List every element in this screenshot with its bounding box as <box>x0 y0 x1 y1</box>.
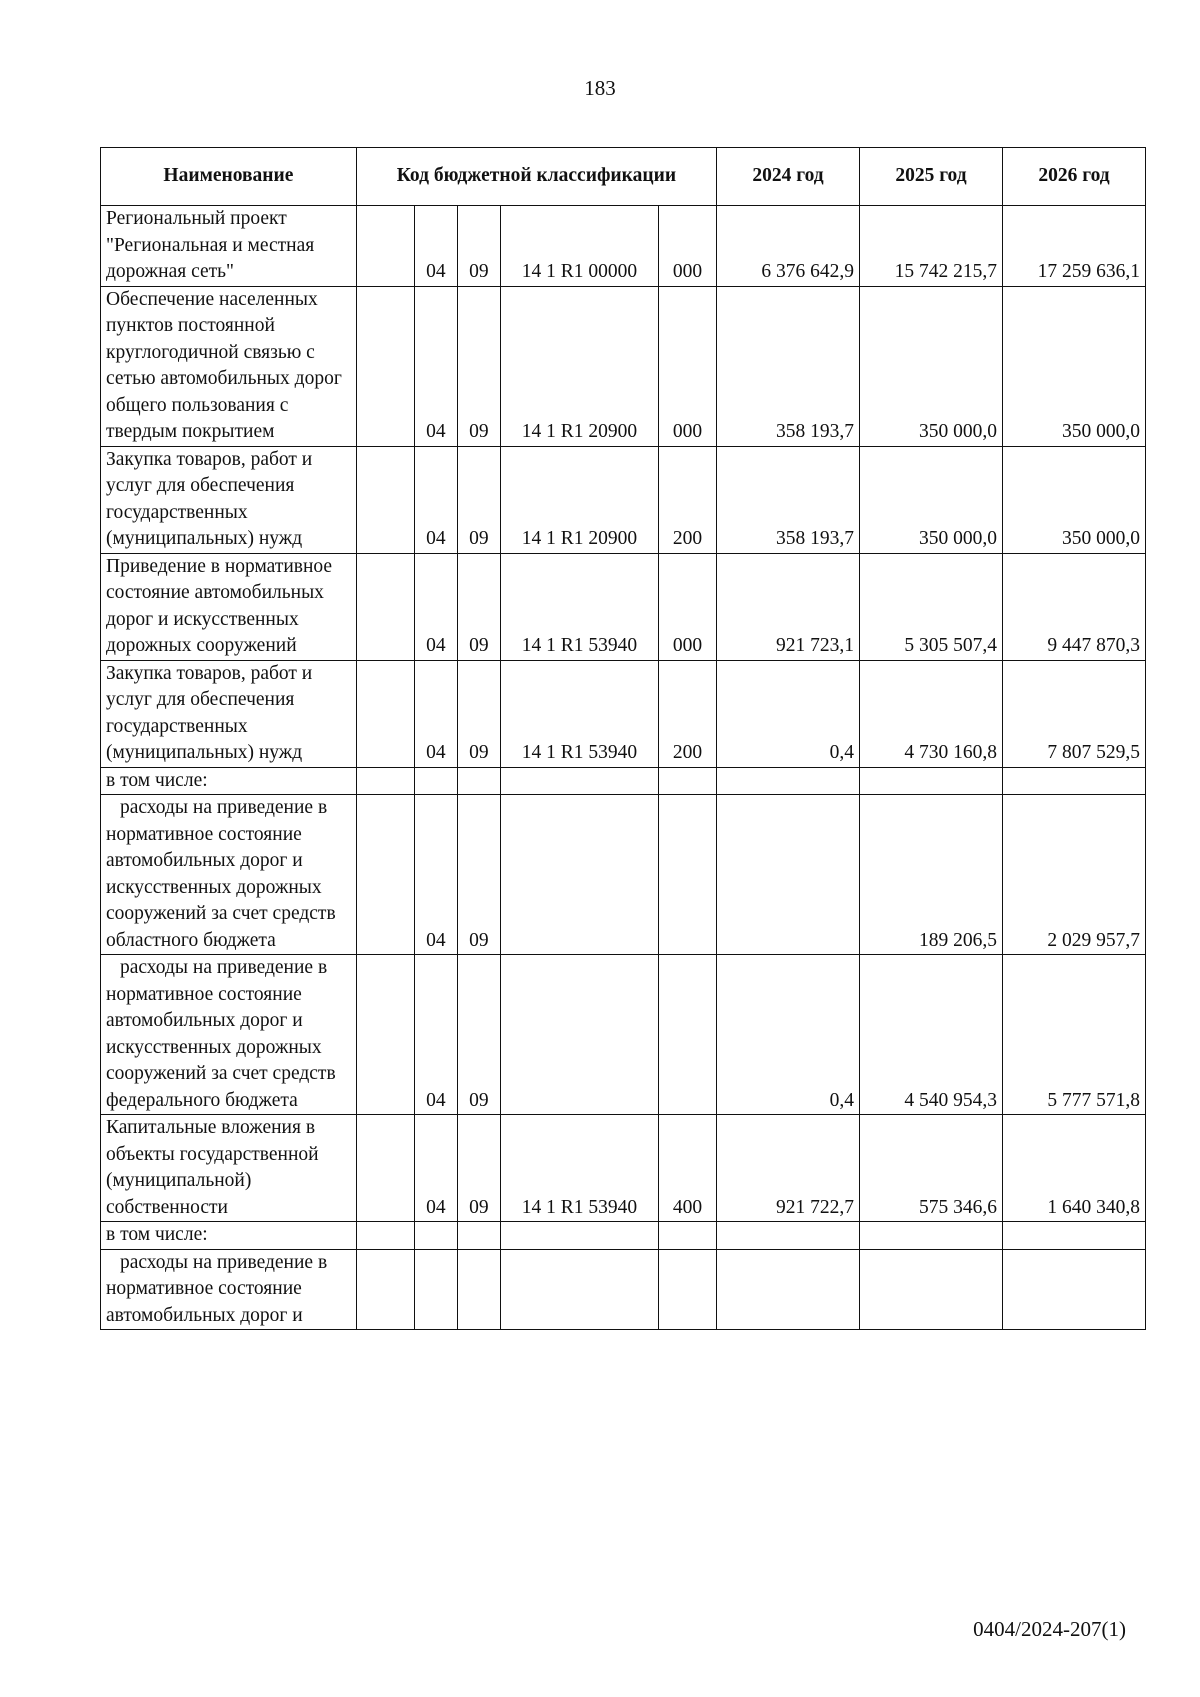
row-2024 <box>716 1222 859 1250</box>
row-empty-code <box>356 955 414 1115</box>
row-empty-code <box>356 206 414 287</box>
header-2025: 2025 год <box>859 148 1002 206</box>
document-code: 0404/2024-207(1) <box>973 1617 1126 1641</box>
row-2025: 4 730 160,8 <box>859 660 1002 767</box>
row-name: в том числе: <box>101 1222 357 1250</box>
row-empty-code <box>356 1249 414 1330</box>
row-vr: 400 <box>658 1115 716 1222</box>
row-razdel: 04 <box>414 553 457 660</box>
row-csr <box>500 1222 658 1250</box>
row-podrazdel <box>457 1222 500 1250</box>
table-row <box>101 286 1146 446</box>
row-2025: 575 346,6 <box>859 1115 1002 1222</box>
row-vr <box>658 795 716 955</box>
header-2026: 2026 год <box>1002 148 1145 206</box>
row-2026 <box>1002 1222 1145 1250</box>
table-header-row <box>101 148 1146 206</box>
row-2025: 4 540 954,3 <box>859 955 1002 1115</box>
header-name: Наименование <box>101 148 357 206</box>
table-row <box>101 1115 1146 1222</box>
row-podrazdel: 09 <box>457 1115 500 1222</box>
row-csr: 14 1 R1 53940 <box>500 1115 658 1222</box>
row-name: Региональный проект "Региональная и местная дорожная сеть" <box>101 206 357 287</box>
row-2025 <box>859 1222 1002 1250</box>
row-2026 <box>1002 767 1145 795</box>
row-csr: 14 1 R1 53940 <box>500 660 658 767</box>
row-2026: 2 029 957,7 <box>1002 795 1145 955</box>
table-row <box>101 767 1146 795</box>
row-podrazdel <box>457 1249 500 1330</box>
row-empty-code <box>356 795 414 955</box>
row-podrazdel: 09 <box>457 660 500 767</box>
row-razdel <box>414 1222 457 1250</box>
row-name: расходы на приведение в нормативное состояние автомобильных дорог и искусственных дорожных сооружений за счет средств федерального бюджета <box>101 955 357 1115</box>
row-podrazdel: 09 <box>457 795 500 955</box>
row-2024 <box>716 1249 859 1330</box>
row-name: Закупка товаров, работ и услуг для обеспечения государственных (муниципальных) нужд <box>101 660 357 767</box>
row-empty-code <box>356 1222 414 1250</box>
row-empty-code <box>356 1115 414 1222</box>
row-2025: 189 206,5 <box>859 795 1002 955</box>
row-2025: 350 000,0 <box>859 286 1002 446</box>
header-code: Код бюджетной классификации <box>356 148 716 206</box>
row-podrazdel: 09 <box>457 955 500 1115</box>
table-row <box>101 1249 1146 1330</box>
row-2024 <box>716 767 859 795</box>
row-razdel: 04 <box>414 286 457 446</box>
row-csr: 14 1 R1 20900 <box>500 286 658 446</box>
row-name: Закупка товаров, работ и услуг для обеспечения государственных (муниципальных) нужд <box>101 446 357 553</box>
row-csr <box>500 767 658 795</box>
row-2024 <box>716 795 859 955</box>
row-vr: 000 <box>658 286 716 446</box>
row-2026: 9 447 870,3 <box>1002 553 1145 660</box>
row-2025 <box>859 767 1002 795</box>
row-name: расходы на приведение в нормативное состояние автомобильных дорог и искусственных дорожных сооружений за счет средств областного бюджета <box>101 795 357 955</box>
row-csr: 14 1 R1 53940 <box>500 553 658 660</box>
row-2024: 921 722,7 <box>716 1115 859 1222</box>
row-podrazdel: 09 <box>457 446 500 553</box>
row-vr: 000 <box>658 553 716 660</box>
budget-table <box>100 147 1146 1330</box>
row-2024: 6 376 642,9 <box>716 206 859 287</box>
row-vr: 000 <box>658 206 716 287</box>
row-podrazdel <box>457 767 500 795</box>
table-row <box>101 660 1146 767</box>
row-2024: 358 193,7 <box>716 286 859 446</box>
row-empty-code <box>356 286 414 446</box>
row-2026 <box>1002 1249 1145 1330</box>
row-podrazdel: 09 <box>457 206 500 287</box>
row-razdel: 04 <box>414 446 457 553</box>
row-razdel <box>414 767 457 795</box>
row-empty-code <box>356 446 414 553</box>
row-name: Капитальные вложения в объекты государственной (муниципальной) собственности <box>101 1115 357 1222</box>
row-name: в том числе: <box>101 767 357 795</box>
row-2024: 358 193,7 <box>716 446 859 553</box>
row-razdel: 04 <box>414 206 457 287</box>
row-empty-code <box>356 660 414 767</box>
row-vr <box>658 955 716 1115</box>
row-podrazdel: 09 <box>457 286 500 446</box>
row-name: Обеспечение населенных пунктов постоянной круглогодичной связью с сетью автомобильных дорог общего пользования с твердым покрытием <box>101 286 357 446</box>
row-2026: 350 000,0 <box>1002 446 1145 553</box>
table-row <box>101 795 1146 955</box>
row-2025 <box>859 1249 1002 1330</box>
row-csr <box>500 795 658 955</box>
row-2024: 921 723,1 <box>716 553 859 660</box>
row-2025: 5 305 507,4 <box>859 553 1002 660</box>
row-vr <box>658 1222 716 1250</box>
row-vr: 200 <box>658 660 716 767</box>
row-2026: 17 259 636,1 <box>1002 206 1145 287</box>
row-razdel: 04 <box>414 795 457 955</box>
row-vr <box>658 1249 716 1330</box>
table-row <box>101 1222 1146 1250</box>
row-csr: 14 1 R1 00000 <box>500 206 658 287</box>
row-2025: 15 742 215,7 <box>859 206 1002 287</box>
row-2026: 5 777 571,8 <box>1002 955 1145 1115</box>
table-row <box>101 955 1146 1115</box>
row-csr <box>500 1249 658 1330</box>
page-number: 183 <box>584 76 616 100</box>
table-row <box>101 553 1146 660</box>
row-name: Приведение в нормативное состояние автомобильных дорог и искусственных дорожных сооружений <box>101 553 357 660</box>
row-2025: 350 000,0 <box>859 446 1002 553</box>
row-vr: 200 <box>658 446 716 553</box>
row-2024: 0,4 <box>716 955 859 1115</box>
row-razdel: 04 <box>414 660 457 767</box>
row-2026: 7 807 529,5 <box>1002 660 1145 767</box>
row-empty-code <box>356 767 414 795</box>
table-row <box>101 446 1146 553</box>
row-razdel: 04 <box>414 1115 457 1222</box>
table-row <box>101 206 1146 287</box>
row-vr <box>658 767 716 795</box>
row-podrazdel: 09 <box>457 553 500 660</box>
header-2024: 2024 год <box>716 148 859 206</box>
row-2026: 350 000,0 <box>1002 286 1145 446</box>
row-csr: 14 1 R1 20900 <box>500 446 658 553</box>
row-2026: 1 640 340,8 <box>1002 1115 1145 1222</box>
row-empty-code <box>356 553 414 660</box>
row-csr <box>500 955 658 1115</box>
row-name: расходы на приведение в нормативное состояние автомобильных дорог и <box>101 1249 357 1330</box>
row-2024: 0,4 <box>716 660 859 767</box>
row-razdel: 04 <box>414 955 457 1115</box>
row-razdel <box>414 1249 457 1330</box>
